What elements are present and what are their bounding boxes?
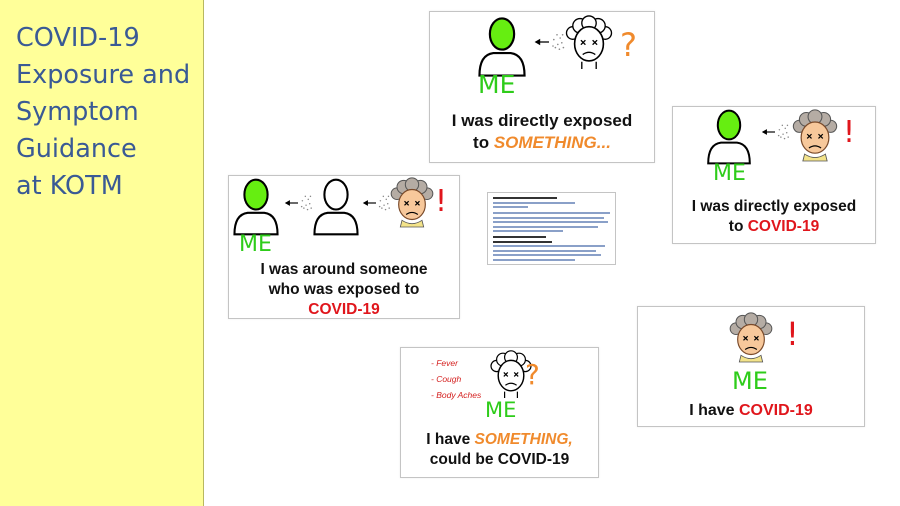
caption-line [638,401,864,421]
me-person-icon [479,18,524,75]
card-have-covid [637,306,865,427]
sick-person-icon [567,16,612,69]
exclamation-mark: ! [435,184,448,219]
me-label: ME [478,70,516,99]
me-person-icon [234,180,277,235]
caption-text: I have [689,402,739,419]
card-caption [673,197,875,237]
caption-line: I was directly exposed [691,198,857,215]
slide-title: COVID-19 Exposure and Symptom Guidance at KOTM [16,23,191,201]
highlight-covid: COVID-19 [308,301,380,318]
highlight-something: SOMETHING, [474,431,573,448]
spray-arrow-icon [363,196,390,211]
card-caption [401,430,598,470]
caption-text: I have [426,431,475,448]
card-caption [638,401,864,421]
symptom-item: - Cough [431,374,462,384]
question-mark: ? [620,26,637,64]
sick-person-icon [391,178,433,227]
sick-person-icon [793,110,836,161]
highlight-something: SOMETHING... [493,133,611,152]
card-exposed-something [429,11,655,163]
me-person-icon [708,111,750,164]
me-label: ME [239,232,272,257]
caption-text: to [473,133,494,152]
exclamation-mark: ! [843,115,856,150]
other-person-icon [314,180,357,235]
caption-line: I was around someone [260,261,428,278]
highlight-covid: COVID-19 [739,402,813,419]
caption-line: I was directly exposed [451,111,633,130]
card-have-something [400,347,599,478]
highlight-covid: COVID-19 [747,218,820,235]
email-document-thumbnail [487,192,616,265]
caption-line [673,217,875,237]
card-exposed-covid [672,106,876,244]
exclamation-mark: ! [786,315,799,353]
spray-arrow-icon [535,34,565,50]
sick-person-icon [730,313,772,362]
card-around-someone [228,175,460,319]
symptom-item: - Body Aches [431,390,482,400]
caption-line [430,132,654,154]
me-label: ME [485,398,517,422]
caption-line: who was exposed to [268,281,420,298]
caption-line: could be COVID-19 [429,451,570,468]
card-caption [229,260,459,320]
caption-text: to [728,218,748,235]
me-label: ME [732,367,768,395]
question-mark: ? [525,358,540,391]
spray-arrow-icon [285,196,312,211]
caption-line [401,430,598,450]
spray-arrow-icon [762,125,789,140]
symptom-item: - Fever [431,358,458,368]
me-label: ME [713,161,746,186]
card-caption [430,110,654,154]
sidebar-panel [0,0,204,506]
